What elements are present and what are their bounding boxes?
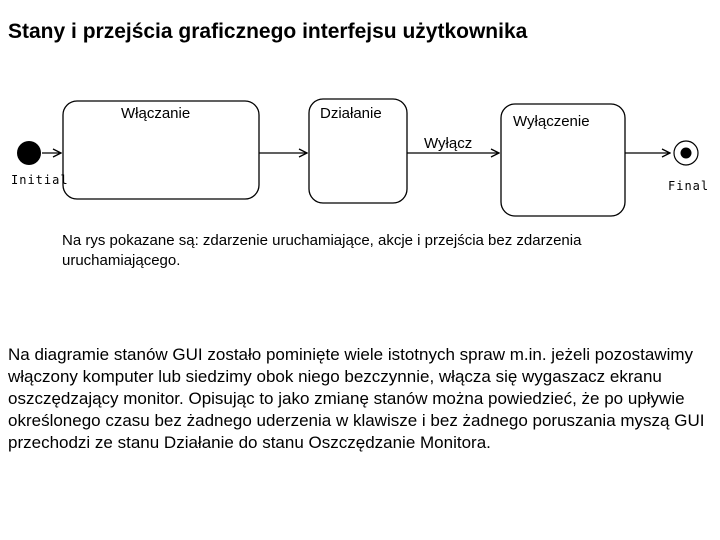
initial-node bbox=[17, 141, 41, 165]
body-paragraph: Na diagramie stanów GUI zostało pominięte wiele istotnych spraw m.in. jeżeli pozostawimy włączony komputer lub siedzimy obok niego bezczynnie, włącza się wygaszacz ekranu oszczędzający monitor. Opisując to jako zmianę stanów można powiedzieć, że po upływie określonego czasu bez żadnego uderzenia w klawisze i bez żadnego poruszania myszą GUI przechodzi ze stanu Działanie do stanu Oszczędzanie Monitora. bbox=[8, 345, 705, 452]
figure-caption: Na rys pokazane są: zdarzenie uruchamiające, akcje i przejścia bez zdarzenia uruchamiającego. bbox=[62, 232, 582, 269]
page-title: Stany i przejścia graficznego interfejsu użytkownika bbox=[8, 20, 528, 43]
final-node-dot bbox=[681, 148, 692, 159]
state-name-wylaczenie: Wyłączenie bbox=[513, 113, 590, 130]
transition-label-wylacz: Wyłącz bbox=[424, 135, 473, 152]
state-name-dzialanie: Działanie bbox=[320, 105, 382, 122]
final-label: Final bbox=[668, 179, 710, 193]
initial-label: Initial bbox=[11, 173, 69, 187]
state-name-wlaczanie: Włączanie bbox=[121, 105, 191, 122]
